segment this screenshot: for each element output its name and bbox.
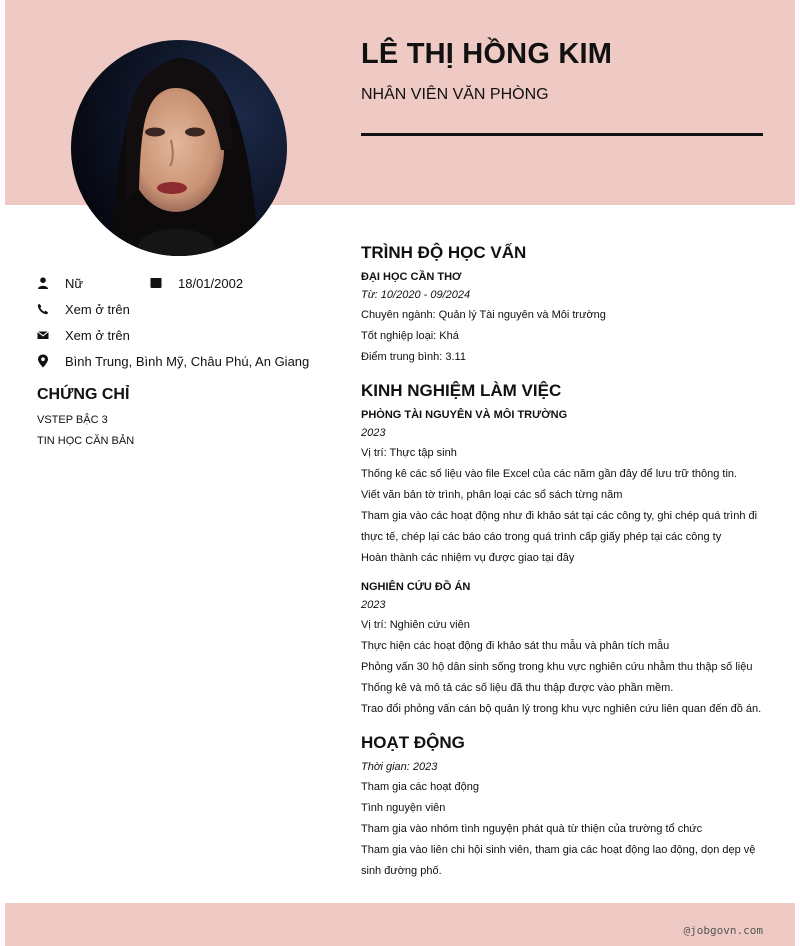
title-divider [361,133,763,136]
job-org: NGHIÊN CỨU ĐỒ ÁN [361,581,471,593]
education-period: Từ: 10/2020 - 09/2024 [361,289,471,301]
job-line: Trao đổi phỏng vấn cán bộ quản lý trong khu vực nghiên cứu liên quan đến đồ án. [361,703,762,715]
personal-info-column [37,270,327,452]
phone-icon [37,303,65,315]
activity-line: Tham gia vào liên chi hội sinh viên, tham gia các hoạt động lao động, dọn dẹp vệ sinh đường phố. [361,844,756,877]
person-icon [37,277,65,289]
job-line: Tham gia vào các hoạt động như đi khảo sát tại các công ty, ghi chép quá trình đi thực tế, chép lại các báo cáo trong quá trình cấp giấy phép tại các công ty [361,510,758,543]
job-line: Thống kê các số liệu vào file Excel của các năm gần đây để lưu trữ thông tin. [361,468,738,480]
email-row [37,322,327,348]
job-line: Viết văn bản tờ trình, phân loại các sổ sách từng năm [361,489,623,501]
certificates-heading: CHỨNG CHỈ [37,386,130,403]
main-content-column [361,242,771,882]
gender-birthday-row [37,270,327,296]
footer-watermark: @jobgovn.com [683,924,763,937]
activity-line: Tình nguyện viên [361,802,446,814]
job-org: PHÒNG TÀI NGUYÊN VÀ MÔI TRƯỜNG [361,409,568,421]
activity-line: Tham gia vào nhóm tình nguyện phát quà từ thiện của trường tổ chức [361,823,703,835]
education-line: Chuyên ngành: Quản lý Tài nguyên và Môi trường [361,309,606,321]
activities-heading: HOẠT ĐỘNG [361,733,465,752]
certificate-item: VSTEP BẬC 3 [37,414,108,426]
job-line: Vị trí: Nghiên cứu viên [361,619,470,631]
address-text: Bình Trung, Bình Mỹ, Châu Phú, An Giang [65,353,310,369]
candidate-name: LÊ THỊ HỒNG KIM [361,38,613,70]
certificate-item: TIN HỌC CĂN BẢN [37,435,135,447]
job-title: NHÂN VIÊN VĂN PHÒNG [361,86,549,103]
job-year: 2023 [361,427,386,439]
phone-row [37,296,327,322]
education-line: Tốt nghiệp loại: Khá [361,330,459,342]
job-line: Hoàn thành các nhiệm vụ được giao tại đây [361,552,575,564]
education-heading: TRÌNH ĐỘ HỌC VẤN [361,243,527,262]
gender-item [37,276,150,291]
education-line: Điểm trung bình: 3.11 [361,351,466,363]
calendar-icon [150,277,178,289]
profile-photo [71,40,287,256]
address-row [37,348,327,374]
birthday-text: 18/01/2002 [178,275,244,291]
job-line: Phỏng vấn 30 hộ dân sinh sống trong khu vực nghiên cứu nhằm thu thập số liệu [361,661,753,673]
phone-text: Xem ở trên [65,301,130,317]
profile-photo-image [71,40,287,256]
email-text: Xem ở trên [65,327,130,343]
activity-line: Tham gia các hoạt động [361,781,480,793]
education-school: ĐẠI HỌC CẦN THƠ [361,271,462,283]
job-line: Vị trí: Thực tập sinh [361,447,457,459]
gender-text: Nữ [65,275,84,291]
activities-period: Thời gian: 2023 [361,761,438,773]
footer-band [5,903,795,946]
location-pin-icon [37,354,65,368]
job-line: Thực hiện các hoạt động đi khảo sát thu mẫu và phân tích mẫu [361,640,670,652]
job-line: Thống kê và mô tả các số liệu đã thu thập được vào phần mềm. [361,682,674,694]
envelope-icon [37,329,65,341]
job-year: 2023 [361,599,386,611]
experience-heading: KINH NGHIỆM LÀM VIỆC [361,381,562,400]
